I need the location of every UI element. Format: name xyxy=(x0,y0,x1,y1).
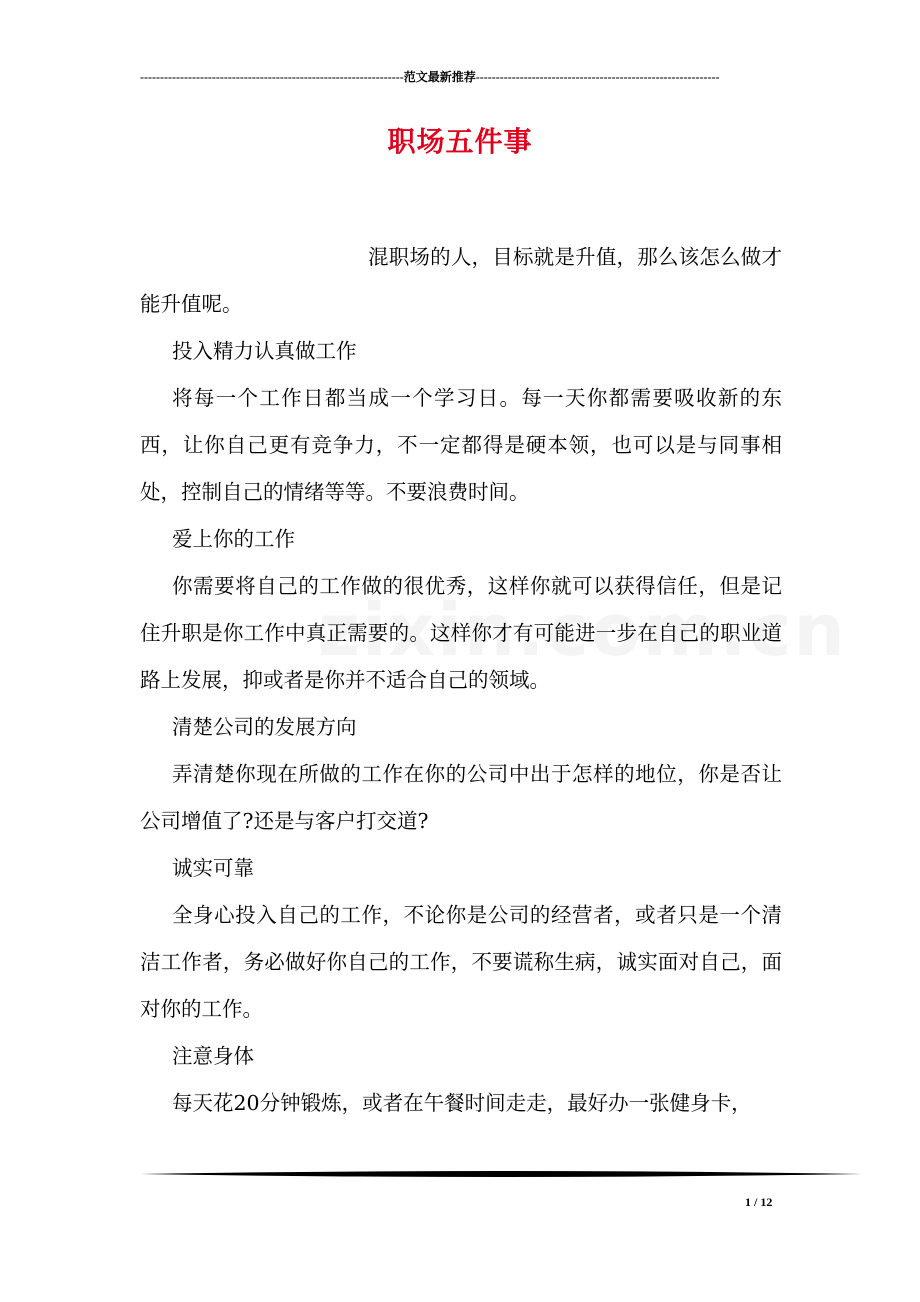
paragraph-3: 弄清楚你现在所做的工作在你的公司中出于怎样的地位，你是否让公司增值了?还是与客户打交道? xyxy=(140,762,782,833)
page-number: 1 / 12 xyxy=(745,1195,773,1209)
section-heading-2: 爱上你的工作 xyxy=(172,527,295,551)
section-heading-4: 诚实可靠 xyxy=(172,856,254,880)
footer-rule xyxy=(140,1168,862,1180)
paragraph-5: 每天花20分钟锻炼，或者在午餐时间走走，最好办一张健身卡， xyxy=(172,1091,752,1115)
page-header: ------------------------------------------------------------------范文最新推荐------------------------------------------------------------- xyxy=(140,70,720,84)
paragraph-intro: 混职场的人，目标就是升值，那么该怎么做才能升值呢。 xyxy=(140,245,782,316)
section-heading-5: 注意身体 xyxy=(172,1044,254,1068)
section-heading-1: 投入精力认真做工作 xyxy=(172,339,357,363)
paragraph-2: 你需要将自己的工作做的很优秀，这样你就可以获得信任，但是记住升职是你工作中真正需要的。这样你才有可能进一步在自己的职业道路上发展，抑或者是你并不适合自己的领域。 xyxy=(140,574,782,692)
paragraph-1: 将每一个工作日都当成一个学习日。每一天你都需要吸收新的东西，让你自己更有竞争力，不一定都得是硬本领，也可以是与同事相处，控制自己的情绪等等。不要浪费时间。 xyxy=(140,386,782,504)
document-body xyxy=(140,234,782,1127)
document-title: 职场五件事 xyxy=(387,125,533,158)
paragraph-4: 全身心投入自己的工作，不论你是公司的经营者，或者只是一个清洁工作者，务必做好你自己的工作，不要谎称生病，诚实面对自己，面对你的工作。 xyxy=(140,903,782,1021)
section-heading-3: 清楚公司的发展方向 xyxy=(172,715,357,739)
